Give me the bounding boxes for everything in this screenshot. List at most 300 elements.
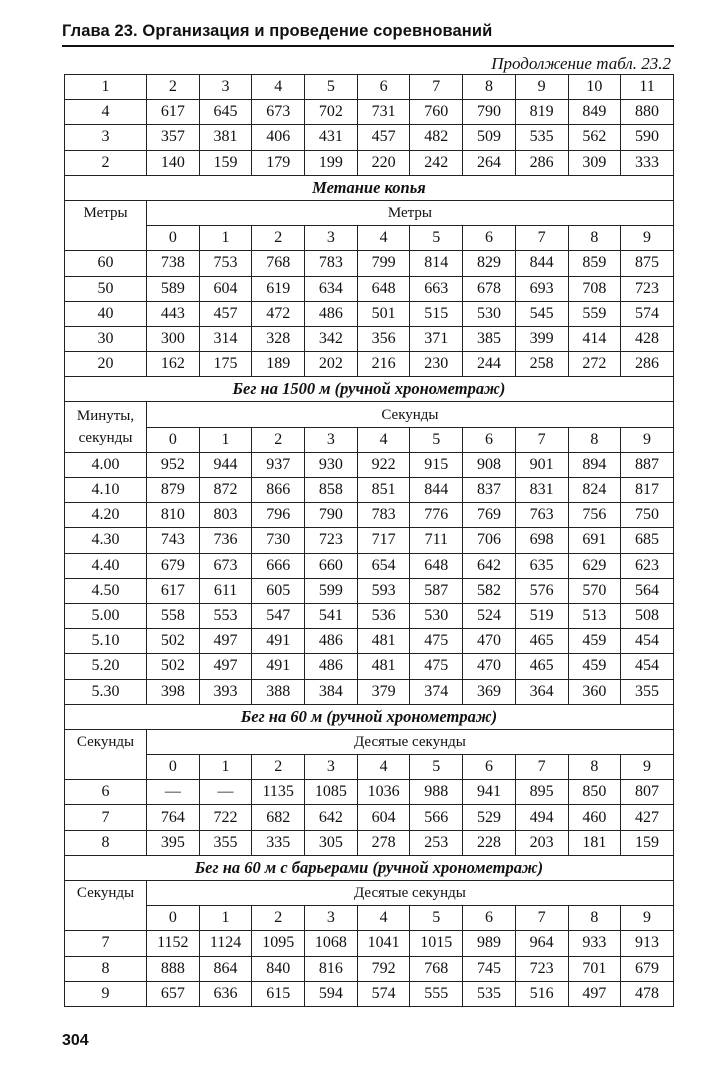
score-cell: 374 xyxy=(410,679,463,704)
score-cell: 253 xyxy=(410,830,463,855)
score-cell: 491 xyxy=(252,629,305,654)
score-cell: 486 xyxy=(305,629,358,654)
column-index-cell: 5 xyxy=(410,427,463,452)
score-cell: 286 xyxy=(515,150,568,175)
column-number-cell: 4 xyxy=(252,75,305,100)
row-label-cell: 40 xyxy=(65,301,147,326)
score-cell: 162 xyxy=(147,352,200,377)
section-title: Бег на 60 м (ручной хронометраж) xyxy=(65,704,674,729)
score-cell: 768 xyxy=(252,251,305,276)
score-cell: 1036 xyxy=(357,780,410,805)
score-cell: 574 xyxy=(357,981,410,1006)
score-cell: 475 xyxy=(410,629,463,654)
score-cell: 850 xyxy=(568,780,621,805)
score-cell: 1152 xyxy=(147,931,200,956)
score-cell: 535 xyxy=(463,981,516,1006)
score-cell: 888 xyxy=(147,956,200,981)
score-cell: 328 xyxy=(252,326,305,351)
row-header-line: Минуты, xyxy=(76,408,135,425)
score-cell: 486 xyxy=(305,301,358,326)
score-cell: 901 xyxy=(515,452,568,477)
column-index-cell: 3 xyxy=(305,755,358,780)
score-cell: 894 xyxy=(568,452,621,477)
score-cell: 189 xyxy=(252,352,305,377)
score-cell: 497 xyxy=(199,654,252,679)
section-title: Бег на 1500 м (ручной хронометраж) xyxy=(65,377,674,402)
score-cell: 915 xyxy=(410,452,463,477)
column-index-cell: 8 xyxy=(568,427,621,452)
score-cell: 693 xyxy=(515,276,568,301)
column-index-cell: 8 xyxy=(568,226,621,251)
table-row xyxy=(65,931,674,956)
score-cell: 937 xyxy=(252,452,305,477)
score-cell: 731 xyxy=(357,100,410,125)
score-cell: 858 xyxy=(305,478,358,503)
row-label-cell: 50 xyxy=(65,276,147,301)
row-label-cell: 60 xyxy=(65,251,147,276)
score-cell: 300 xyxy=(147,326,200,351)
table-row xyxy=(65,503,674,528)
row-header-cell: Метры xyxy=(65,200,147,250)
column-index-cell: 1 xyxy=(199,906,252,931)
column-group-title: Десятые секунды xyxy=(147,729,674,754)
section-title: Бег на 60 м с барьерами (ручной хронометраж) xyxy=(65,855,674,880)
table-row xyxy=(65,478,674,503)
table-row xyxy=(65,150,674,175)
score-cell: 576 xyxy=(515,578,568,603)
section-title: Метание копья xyxy=(65,175,674,200)
column-index-cell: 4 xyxy=(357,755,410,780)
score-cell: 753 xyxy=(199,251,252,276)
section-title-row xyxy=(65,175,674,200)
table-row xyxy=(65,528,674,553)
score-cell: 756 xyxy=(568,503,621,528)
score-cell: 642 xyxy=(463,553,516,578)
column-index-cell: 6 xyxy=(463,427,516,452)
score-cell: 866 xyxy=(252,478,305,503)
section-header-row xyxy=(65,402,674,427)
score-cell: 457 xyxy=(357,125,410,150)
score-cell: — xyxy=(147,780,200,805)
score-cell: 582 xyxy=(463,578,516,603)
column-index-cell: 5 xyxy=(410,906,463,931)
score-cell: 875 xyxy=(621,251,674,276)
score-cell: 509 xyxy=(463,125,516,150)
score-cell: 701 xyxy=(568,956,621,981)
score-cell: 589 xyxy=(147,276,200,301)
score-cell: 371 xyxy=(410,326,463,351)
score-cell: 491 xyxy=(252,654,305,679)
table-row xyxy=(65,805,674,830)
column-index-cell: 9 xyxy=(621,226,674,251)
score-cell: 648 xyxy=(357,276,410,301)
score-cell: 1041 xyxy=(357,931,410,956)
score-cell: 278 xyxy=(357,830,410,855)
score-cell: 465 xyxy=(515,629,568,654)
score-cell: 536 xyxy=(357,603,410,628)
score-cell: 1015 xyxy=(410,931,463,956)
score-cell: 481 xyxy=(357,654,410,679)
column-index-cell: 5 xyxy=(410,226,463,251)
score-cell: 199 xyxy=(305,150,358,175)
score-cell: 941 xyxy=(463,780,516,805)
row-label-cell: 5.20 xyxy=(65,654,147,679)
column-number-cell: 8 xyxy=(463,75,516,100)
column-number-cell: 11 xyxy=(621,75,674,100)
score-cell: 428 xyxy=(621,326,674,351)
column-number-cell: 7 xyxy=(410,75,463,100)
score-cell: 634 xyxy=(305,276,358,301)
score-cell: 790 xyxy=(463,100,516,125)
score-cell: 457 xyxy=(199,301,252,326)
score-cell: 702 xyxy=(305,100,358,125)
column-group-title: Секунды xyxy=(147,402,674,427)
section-header-row xyxy=(65,729,674,754)
column-index-cell: 8 xyxy=(568,906,621,931)
score-cell: 605 xyxy=(252,578,305,603)
row-label-cell: 7 xyxy=(65,805,147,830)
score-cell: 486 xyxy=(305,654,358,679)
column-number-cell: 2 xyxy=(147,75,200,100)
score-cell: 515 xyxy=(410,301,463,326)
column-index-cell: 3 xyxy=(305,226,358,251)
table-row xyxy=(65,100,674,125)
score-cell: 698 xyxy=(515,528,568,553)
score-cell: 530 xyxy=(410,603,463,628)
score-cell: 594 xyxy=(305,981,358,1006)
section-header-row xyxy=(65,200,674,225)
score-cell: 379 xyxy=(357,679,410,704)
score-cell: 385 xyxy=(463,326,516,351)
score-cell: 478 xyxy=(621,981,674,1006)
score-cell: 723 xyxy=(621,276,674,301)
score-cell: 1135 xyxy=(252,780,305,805)
score-cell: 502 xyxy=(147,654,200,679)
score-cell: 944 xyxy=(199,452,252,477)
score-cell: 431 xyxy=(305,125,358,150)
column-index-cell: 9 xyxy=(621,755,674,780)
column-number-cell: 1 xyxy=(65,75,147,100)
score-cell: 547 xyxy=(252,603,305,628)
score-cell: 803 xyxy=(199,503,252,528)
score-cell: 558 xyxy=(147,603,200,628)
score-cell: 555 xyxy=(410,981,463,1006)
score-cell: 465 xyxy=(515,654,568,679)
score-cell: 617 xyxy=(147,578,200,603)
score-cell: 768 xyxy=(410,956,463,981)
score-cell: 159 xyxy=(621,830,674,855)
score-cell: 559 xyxy=(568,301,621,326)
score-cell: 562 xyxy=(568,125,621,150)
column-index-cell: 6 xyxy=(463,906,516,931)
score-cell: 228 xyxy=(463,830,516,855)
column-number-cell: 9 xyxy=(515,75,568,100)
row-label-cell: 5.30 xyxy=(65,679,147,704)
score-cell: 691 xyxy=(568,528,621,553)
score-cell: 604 xyxy=(199,276,252,301)
score-cell: 840 xyxy=(252,956,305,981)
row-header-cell: Секунды xyxy=(65,729,147,779)
score-cell: 501 xyxy=(357,301,410,326)
score-cell: 952 xyxy=(147,452,200,477)
score-cell: 930 xyxy=(305,452,358,477)
score-cell: 566 xyxy=(410,805,463,830)
score-cell: 642 xyxy=(305,805,358,830)
score-cell: 513 xyxy=(568,603,621,628)
score-cell: 790 xyxy=(305,503,358,528)
row-label-cell: 4.10 xyxy=(65,478,147,503)
score-cell: 529 xyxy=(463,805,516,830)
column-index-cell: 4 xyxy=(357,226,410,251)
score-cell: 837 xyxy=(463,478,516,503)
table-row xyxy=(65,352,674,377)
score-cell: 305 xyxy=(305,830,358,855)
score-cell: 516 xyxy=(515,981,568,1006)
table-row xyxy=(65,276,674,301)
score-cell: 723 xyxy=(515,956,568,981)
column-index-cell: 0 xyxy=(147,755,200,780)
column-index-cell: 7 xyxy=(515,755,568,780)
score-cell: 590 xyxy=(621,125,674,150)
table-row xyxy=(65,679,674,704)
score-cell: 663 xyxy=(410,276,463,301)
score-cell: 333 xyxy=(621,150,674,175)
score-cell: 508 xyxy=(621,603,674,628)
score-cell: 817 xyxy=(621,478,674,503)
score-cell: 723 xyxy=(305,528,358,553)
row-header-line: секунды xyxy=(78,430,133,447)
score-cell: 673 xyxy=(199,553,252,578)
section-title-row xyxy=(65,855,674,880)
score-cell: 393 xyxy=(199,679,252,704)
column-index-cell: 3 xyxy=(305,427,358,452)
column-index-cell: 1 xyxy=(199,755,252,780)
score-cell: 851 xyxy=(357,478,410,503)
section-title-row xyxy=(65,704,674,729)
score-cell: 384 xyxy=(305,679,358,704)
column-index-row xyxy=(65,427,674,452)
column-index-cell: 7 xyxy=(515,226,568,251)
score-cell: 814 xyxy=(410,251,463,276)
score-cell: 399 xyxy=(515,326,568,351)
score-cell: 482 xyxy=(410,125,463,150)
column-group-title: Десятые секунды xyxy=(147,881,674,906)
score-cell: 849 xyxy=(568,100,621,125)
row-label-cell: 4.20 xyxy=(65,503,147,528)
table-row xyxy=(65,553,674,578)
score-cell: 666 xyxy=(252,553,305,578)
row-label-cell: 8 xyxy=(65,830,147,855)
row-label-cell: 2 xyxy=(65,150,147,175)
score-cell: 604 xyxy=(357,805,410,830)
row-header-cell: Секунды xyxy=(65,881,147,931)
row-label-cell: 4.40 xyxy=(65,553,147,578)
score-cell: 459 xyxy=(568,654,621,679)
score-cell: 829 xyxy=(463,251,516,276)
score-cell: 611 xyxy=(199,578,252,603)
score-cell: 792 xyxy=(357,956,410,981)
score-cell: 763 xyxy=(515,503,568,528)
score-cell: 244 xyxy=(463,352,516,377)
table-row xyxy=(65,830,674,855)
column-index-cell: 4 xyxy=(357,427,410,452)
table-row xyxy=(65,654,674,679)
score-cell: 629 xyxy=(568,553,621,578)
score-cell: 553 xyxy=(199,603,252,628)
score-cell: 722 xyxy=(199,805,252,830)
score-cell: 524 xyxy=(463,603,516,628)
score-cell: 587 xyxy=(410,578,463,603)
column-index-cell: 7 xyxy=(515,906,568,931)
column-number-row xyxy=(65,75,674,100)
column-index-cell: 0 xyxy=(147,906,200,931)
column-index-cell: 0 xyxy=(147,427,200,452)
table-continuation-label: Продолжение табл. 23.2 xyxy=(491,54,671,73)
column-index-cell: 1 xyxy=(199,226,252,251)
score-cell: 880 xyxy=(621,100,674,125)
score-cell: 743 xyxy=(147,528,200,553)
table-row xyxy=(65,326,674,351)
score-cell: 623 xyxy=(621,553,674,578)
score-cell: 844 xyxy=(410,478,463,503)
score-cell: 648 xyxy=(410,553,463,578)
score-cell: 530 xyxy=(463,301,516,326)
score-cell: — xyxy=(199,780,252,805)
column-number-cell: 10 xyxy=(568,75,621,100)
score-cell: 599 xyxy=(305,578,358,603)
score-cell: 685 xyxy=(621,528,674,553)
column-index-cell: 2 xyxy=(252,906,305,931)
score-cell: 564 xyxy=(621,578,674,603)
score-cell: 443 xyxy=(147,301,200,326)
score-cell: 750 xyxy=(621,503,674,528)
score-cell: 381 xyxy=(199,125,252,150)
score-cell: 360 xyxy=(568,679,621,704)
score-cell: 776 xyxy=(410,503,463,528)
score-cell: 470 xyxy=(463,629,516,654)
score-cell: 760 xyxy=(410,100,463,125)
score-cell: 617 xyxy=(147,100,200,125)
scoring-table xyxy=(64,74,674,1007)
score-cell: 427 xyxy=(621,805,674,830)
score-cell: 541 xyxy=(305,603,358,628)
score-cell: 470 xyxy=(463,654,516,679)
row-label-cell: 7 xyxy=(65,931,147,956)
score-cell: 673 xyxy=(252,100,305,125)
score-cell: 799 xyxy=(357,251,410,276)
score-cell: 454 xyxy=(621,629,674,654)
score-cell: 708 xyxy=(568,276,621,301)
table-row xyxy=(65,981,674,1006)
chapter-header: Глава 23. Организация и проведение соревнований xyxy=(62,22,674,47)
score-cell: 654 xyxy=(357,553,410,578)
section-header-row xyxy=(65,881,674,906)
column-number-cell: 3 xyxy=(199,75,252,100)
table-row xyxy=(65,780,674,805)
column-index-cell: 9 xyxy=(621,427,674,452)
score-cell: 242 xyxy=(410,150,463,175)
score-cell: 395 xyxy=(147,830,200,855)
score-cell: 497 xyxy=(568,981,621,1006)
column-index-cell: 2 xyxy=(252,755,305,780)
table-row xyxy=(65,603,674,628)
score-cell: 887 xyxy=(621,452,674,477)
score-cell: 286 xyxy=(621,352,674,377)
score-cell: 964 xyxy=(515,931,568,956)
row-label-cell: 6 xyxy=(65,780,147,805)
column-index-cell: 8 xyxy=(568,755,621,780)
column-number-cell: 5 xyxy=(305,75,358,100)
score-cell: 593 xyxy=(357,578,410,603)
score-cell: 179 xyxy=(252,150,305,175)
score-cell: 454 xyxy=(621,654,674,679)
score-cell: 678 xyxy=(463,276,516,301)
column-index-cell: 4 xyxy=(357,906,410,931)
row-label-cell: 4 xyxy=(65,100,147,125)
score-cell: 636 xyxy=(199,981,252,1006)
score-cell: 220 xyxy=(357,150,410,175)
score-cell: 736 xyxy=(199,528,252,553)
table-row xyxy=(65,301,674,326)
score-cell: 657 xyxy=(147,981,200,1006)
score-cell: 388 xyxy=(252,679,305,704)
score-cell: 355 xyxy=(199,830,252,855)
score-cell: 711 xyxy=(410,528,463,553)
score-cell: 497 xyxy=(199,629,252,654)
score-cell: 859 xyxy=(568,251,621,276)
score-cell: 615 xyxy=(252,981,305,1006)
score-cell: 831 xyxy=(515,478,568,503)
score-cell: 682 xyxy=(252,805,305,830)
score-cell: 272 xyxy=(568,352,621,377)
row-label-cell: 4.30 xyxy=(65,528,147,553)
section-title-row xyxy=(65,377,674,402)
column-index-cell: 7 xyxy=(515,427,568,452)
score-cell: 783 xyxy=(305,251,358,276)
column-index-cell: 2 xyxy=(252,226,305,251)
score-cell: 574 xyxy=(621,301,674,326)
score-cell: 494 xyxy=(515,805,568,830)
score-cell: 502 xyxy=(147,629,200,654)
column-index-cell: 9 xyxy=(621,906,674,931)
score-cell: 460 xyxy=(568,805,621,830)
score-cell: 660 xyxy=(305,553,358,578)
score-cell: 364 xyxy=(515,679,568,704)
score-cell: 216 xyxy=(357,352,410,377)
score-cell: 796 xyxy=(252,503,305,528)
table-row xyxy=(65,629,674,654)
score-cell: 203 xyxy=(515,830,568,855)
score-cell: 730 xyxy=(252,528,305,553)
score-cell: 989 xyxy=(463,931,516,956)
score-cell: 570 xyxy=(568,578,621,603)
column-index-cell: 1 xyxy=(199,427,252,452)
score-cell: 872 xyxy=(199,478,252,503)
row-label-cell: 30 xyxy=(65,326,147,351)
score-cell: 824 xyxy=(568,478,621,503)
score-cell: 816 xyxy=(305,956,358,981)
score-cell: 717 xyxy=(357,528,410,553)
column-group-title: Метры xyxy=(147,200,674,225)
score-cell: 913 xyxy=(621,931,674,956)
row-label-cell: 4.00 xyxy=(65,452,147,477)
score-cell: 988 xyxy=(410,780,463,805)
score-cell: 783 xyxy=(357,503,410,528)
score-cell: 807 xyxy=(621,780,674,805)
row-label-cell: 5.00 xyxy=(65,603,147,628)
row-header-cell xyxy=(65,402,147,452)
score-cell: 472 xyxy=(252,301,305,326)
